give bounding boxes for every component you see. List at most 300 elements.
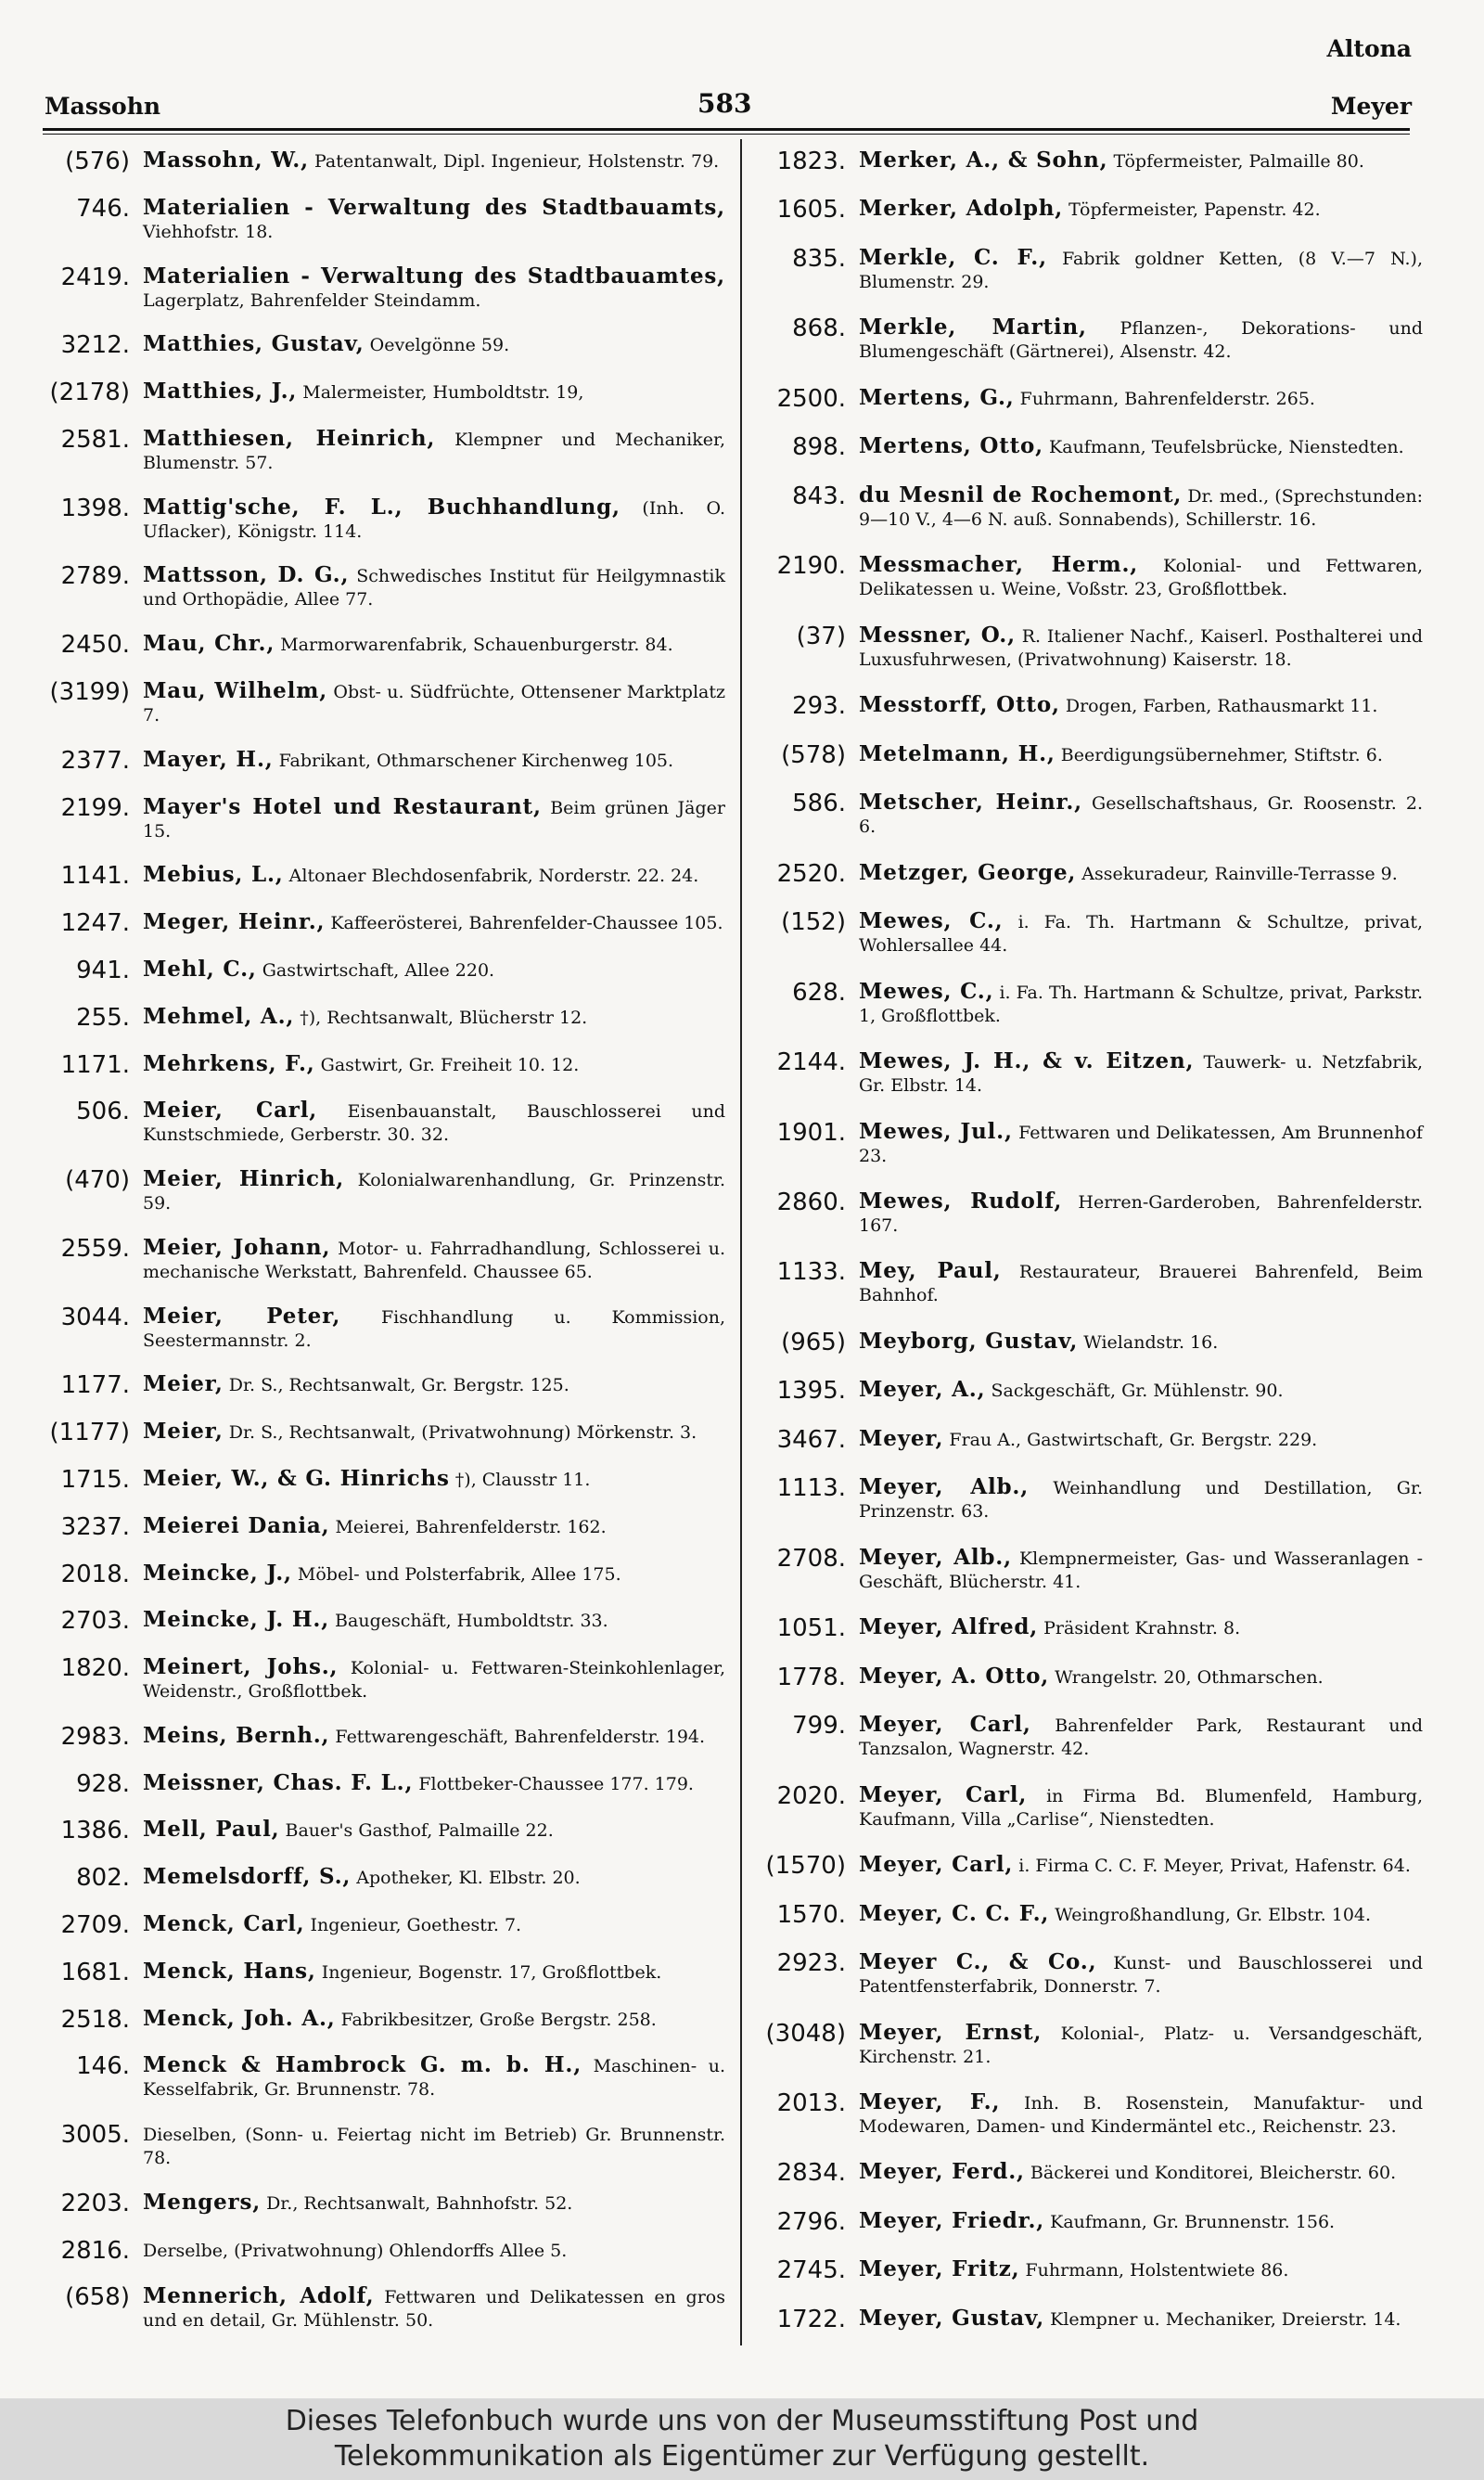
phone-number: 2860.	[776, 1188, 846, 1216]
entry-text	[143, 1236, 725, 1284]
phone-number: 2581.	[60, 425, 130, 454]
subscriber-details: Fabrikbesitzer, Große Bergstr. 258.	[340, 2009, 657, 2030]
subscriber-name: du Mesnil de Rochemont,	[859, 482, 1183, 508]
phone-number: 835.	[792, 244, 846, 273]
phone-number: (37)	[796, 622, 846, 650]
entry-text	[859, 2209, 1423, 2234]
directory-entry	[37, 1052, 725, 1079]
entry-text	[143, 2122, 725, 2170]
subscriber-details: Obst- u. Südfrüchte, Ottensener Marktplatz 7.	[143, 682, 725, 726]
subscriber-details: Fettwaren und Delikatessen, Am Brunnenhof 23.	[859, 1122, 1423, 1166]
entry-text	[859, 483, 1423, 532]
directory-entry	[37, 1608, 725, 1635]
phone-number: 293.	[792, 692, 846, 721]
entry-text	[143, 957, 725, 983]
footer-line-2: Telekommunikation als Eigentümer zur Verfügung gestellt.	[334, 2440, 1150, 2473]
entry-text	[859, 1664, 1423, 1690]
directory-entry	[37, 264, 725, 313]
subscriber-details: Gastwirtschaft, Allee 220.	[262, 959, 495, 981]
subscriber-name: Mengers,	[143, 2189, 262, 2215]
subscriber-details: Beim grünen Jäger 15.	[143, 797, 725, 842]
subscriber-details: Klempnermeister, Gas- und Wasseranlagen - Geschäft, Blücherstr. 41.	[859, 1548, 1423, 1592]
directory-entry	[753, 1120, 1423, 1168]
phone-number: 2559.	[60, 1234, 130, 1263]
entry-text	[143, 795, 725, 843]
subscriber-name: Merkle, C. F.,	[859, 244, 1047, 270]
subscriber-name: Meincke, J. H.,	[143, 1607, 329, 1633]
directory-entry	[37, 1561, 725, 1588]
entry-text	[859, 790, 1423, 839]
entry-text	[859, 1615, 1423, 1640]
entry-text	[859, 2307, 1423, 2332]
phone-number: 1605.	[776, 196, 846, 225]
phone-number: 2923.	[776, 1949, 846, 1978]
phone-number: 2816.	[60, 2236, 130, 2265]
phone-number: 1141.	[60, 862, 130, 891]
page-number: 583	[697, 88, 752, 119]
directory-entry	[753, 246, 1423, 294]
phone-number: 1778.	[776, 1663, 846, 1691]
subscriber-name: Matthies, J.,	[143, 379, 298, 405]
phone-number: 2020.	[776, 1781, 846, 1810]
subscriber-name: Meyer, Alfred,	[859, 1614, 1039, 1640]
subscriber-details: in Firma Bd. Blumenfeld, Hamburg, Kaufmann, Villa „Carlise“, Nienstedten.	[859, 1785, 1423, 1830]
entry-text	[143, 1655, 725, 1703]
subscriber-name: Materialien - Verwaltung des Stadtbauamts,	[143, 194, 725, 220]
subscriber-name: Metscher, Heinr.,	[859, 790, 1082, 816]
phone-number: 2518.	[60, 2005, 130, 2034]
subscriber-details: Präsident Krahnstr. 8.	[1043, 1618, 1241, 1639]
entry-text	[143, 1724, 725, 1749]
subscriber-name: Meissner, Chas. F. L.,	[143, 1769, 414, 1795]
entry-text	[859, 693, 1423, 718]
subscriber-details: Klempner u. Mechaniker, Dreierstr. 14.	[1050, 2308, 1401, 2330]
subscriber-details: Meierei, Bahrenfelderstr. 162.	[335, 1516, 607, 1537]
entry-text	[859, 1259, 1423, 1307]
subscriber-details: Wrangelstr. 20, Othmarschen.	[1055, 1666, 1324, 1688]
subscriber-details: Klempner und Mechaniker, Blumenstr. 57.	[143, 429, 726, 473]
header-right-guide-word: Meyer	[1330, 93, 1412, 120]
subscriber-details: Wielandstr. 16.	[1083, 1331, 1219, 1353]
phone-number: 2983.	[60, 1722, 130, 1751]
phone-number: 1133.	[776, 1258, 846, 1287]
entry-text	[143, 332, 725, 357]
entry-text	[859, 246, 1423, 294]
phone-number: 2018.	[60, 1560, 130, 1588]
phone-number: 3237.	[60, 1512, 130, 1541]
phone-number: 1722.	[776, 2305, 846, 2333]
entry-text	[143, 1420, 725, 1445]
subscriber-details: Kolonial-, Platz- u. Versandgeschäft, Kirchenstr. 21.	[859, 2023, 1423, 2067]
subscriber-name: Mehl, C.,	[143, 956, 257, 982]
entry-text	[859, 1189, 1423, 1238]
subscriber-details: Motor- u. Fahrradhandlung, Schlosserei u. mechanische Werkstatt, Bahrenfeld. Chaussee 65.	[143, 1238, 725, 1282]
directory-entry	[753, 1713, 1423, 1761]
left-column	[37, 148, 725, 2332]
subscriber-details: Schwedisches Institut für Heilgymnastik und Orthopädie, Allee 77.	[143, 566, 725, 610]
phone-number: 2708.	[776, 1544, 846, 1573]
subscriber-details: Kunst- und Bauschlosserei und Patentfensterfabrik, Donnerstr. 7.	[859, 1953, 1423, 1998]
directory-entry	[753, 1475, 1423, 1523]
directory-entry	[37, 196, 725, 244]
entry-text	[143, 2007, 725, 2032]
phone-number: 746.	[76, 194, 130, 223]
subscriber-name: Merkle, Martin,	[859, 315, 1087, 341]
entry-text	[859, 1902, 1423, 1927]
entry-text	[143, 2053, 725, 2101]
entry-text	[143, 2284, 725, 2332]
phone-number: 1113.	[776, 1474, 846, 1503]
subscriber-details: Kaufmann, Gr. Brunnenstr. 156.	[1050, 2211, 1336, 2232]
directory-entry	[37, 2284, 725, 2332]
directory-entry	[37, 1960, 725, 1986]
entry-text	[859, 1713, 1423, 1761]
directory-entry	[37, 1099, 725, 1147]
phone-number: 928.	[76, 1769, 130, 1798]
directory-entry	[753, 742, 1423, 769]
directory-entry	[753, 2090, 1423, 2139]
phone-number: 1715.	[60, 1465, 130, 1494]
directory-entry	[753, 1189, 1423, 1238]
subscriber-details: Drogen, Farben, Rathausmarkt 11.	[1065, 696, 1378, 717]
entry-text	[859, 1950, 1423, 1998]
directory-entry	[37, 563, 725, 611]
directory-entry	[753, 1950, 1423, 1998]
subscriber-name: Meier,	[143, 1371, 224, 1397]
subscriber-name: Meyer, Gustav,	[859, 2305, 1045, 2331]
directory-entry	[753, 1783, 1423, 1831]
footer-line-1: Dieses Telefonbuch wurde uns von der Museumsstiftung Post und	[285, 2405, 1199, 2437]
directory-entry	[753, 2160, 1423, 2187]
subscriber-name: Meierei Dania,	[143, 1512, 330, 1538]
subscriber-name: Meyer, A. Otto,	[859, 1663, 1050, 1689]
subscriber-details: Weinhandlung und Destillation, Gr. Prinzenstr. 63.	[859, 1478, 1423, 1523]
subscriber-name: Meyer, A.,	[859, 1377, 986, 1403]
subscriber-details: †), Clausstr 11.	[454, 1469, 591, 1490]
phone-number: 1171.	[60, 1050, 130, 1079]
phone-number: 1823.	[776, 148, 846, 175]
phone-number: 2013.	[776, 2089, 846, 2117]
subscriber-name: Menck, Joh. A.,	[143, 2005, 336, 2031]
subscriber-details: Kaufmann, Teufelsbrücke, Nienstedten.	[1049, 437, 1404, 458]
phone-number: 255.	[76, 1003, 130, 1032]
phone-number: (470)	[65, 1166, 130, 1195]
subscriber-name: Mewes, Jul.,	[859, 1118, 1013, 1144]
subscriber-details: i. Fa. Th. Hartmann & Schultze, privat, Wohlersallee 44.	[859, 912, 1424, 957]
subscriber-name: Menck, Carl,	[143, 1911, 305, 1936]
phone-number: 898.	[792, 433, 846, 462]
directory-entry	[37, 1236, 725, 1284]
subscriber-name: Mertens, Otto,	[859, 433, 1043, 459]
subscriber-name: Meyborg, Gustav,	[859, 1328, 1079, 1354]
directory-entry	[753, 1902, 1423, 1929]
subscriber-details: Dr. med., (Sprechstunden: 9—10 V., 4—6 N. auß. Sonnabends), Schillerstr. 16.	[859, 485, 1423, 530]
phone-number: 2377.	[60, 746, 130, 775]
phone-number: 506.	[76, 1098, 130, 1126]
directory-entry	[37, 910, 725, 937]
entry-text	[859, 1378, 1423, 1403]
subscriber-details: Herren-Garderoben, Bahrenfelderstr. 167.	[859, 1191, 1423, 1236]
directory-entry	[753, 861, 1423, 888]
directory-entry	[37, 863, 725, 890]
entry-text	[859, 623, 1423, 672]
phone-number: 3212.	[60, 331, 130, 360]
subscriber-details: Dr. S., Rechtsanwalt, Gr. Bergstr. 125.	[228, 1375, 569, 1396]
directory-entry	[753, 1330, 1423, 1356]
directory-entry	[753, 693, 1423, 720]
phone-number: 2745.	[776, 2256, 846, 2285]
phone-number: 1681.	[60, 1958, 130, 1986]
phone-number: 868.	[792, 315, 846, 343]
entry-text	[143, 632, 725, 657]
phone-number: 2203.	[60, 2189, 130, 2217]
subscriber-name: Merker, Adolph,	[859, 196, 1064, 222]
phone-number: 146.	[76, 2052, 130, 2081]
phone-number: 802.	[76, 1864, 130, 1893]
subscriber-details: Bäckerei und Konditorei, Bleicherstr. 60.	[1030, 2163, 1397, 2184]
phone-number: (3048)	[765, 2019, 846, 2048]
subscriber-name: Meinert, Johs.,	[143, 1654, 339, 1680]
subscriber-name: Mewes, Rudolf,	[859, 1188, 1063, 1214]
subscriber-name: Meyer, Carl,	[859, 1852, 1014, 1878]
directory-entry	[753, 980, 1423, 1028]
entry-text	[143, 1561, 725, 1587]
entry-text	[143, 863, 725, 888]
entry-text	[143, 563, 725, 611]
directory-entry	[753, 434, 1423, 461]
subscriber-name: Meyer, Friedr.,	[859, 2207, 1045, 2233]
directory-entry	[753, 2021, 1423, 2069]
entry-text	[859, 2160, 1423, 2185]
entry-text	[859, 1783, 1423, 1831]
phone-number: (3199)	[49, 678, 130, 707]
subscriber-details: Kolonial- und Fettwaren, Delikatessen u. Weine, Voßstr. 23, Großflottbek.	[859, 556, 1423, 600]
subscriber-details: Fettwarengeschäft, Bahrenfelderstr. 194.	[335, 1726, 706, 1747]
entry-text	[143, 1771, 725, 1796]
header-rule	[43, 128, 1410, 131]
phone-number: 1247.	[60, 909, 130, 938]
entry-text	[143, 379, 725, 405]
phone-number: 843.	[792, 482, 846, 510]
subscriber-name: Meyer, Alb.,	[859, 1474, 1030, 1500]
header-left-guide-word: Massohn	[45, 93, 161, 120]
directory-entry	[37, 1865, 725, 1892]
entry-text	[859, 148, 1423, 173]
subscriber-details: Fettwaren und Delikatessen en gros und en detail, Gr. Mühlenstr. 50.	[143, 2287, 725, 2332]
subscriber-details: Bahrenfelder Park, Restaurant und Tanzsalon, Wagnerstr. 42.	[859, 1715, 1423, 1760]
subscriber-details: Ingenieur, Goethestr. 7.	[310, 1915, 522, 1935]
entry-text	[143, 1865, 725, 1890]
subscriber-details: Fischhandlung u. Kommission, Seestermannstr. 2.	[143, 1306, 726, 1351]
subscriber-details: Restaurateur, Brauerei Bahrenfeld, Beim Bahnhof.	[859, 1262, 1423, 1306]
directory-entry	[753, 148, 1423, 175]
subscriber-name: Messmacher, Herm.,	[859, 552, 1139, 578]
directory-entry	[753, 909, 1423, 957]
entry-text	[859, 197, 1423, 222]
directory-entry	[37, 1655, 725, 1703]
subscriber-details: Töpfermeister, Palmaille 80.	[1113, 151, 1364, 172]
entry-text	[859, 1330, 1423, 1355]
subscriber-name: Meier, W., & G. Hinrichs	[143, 1465, 450, 1491]
subscriber-name: Metzger, George,	[859, 859, 1077, 885]
subscriber-name: Mennerich, Adolf,	[143, 2283, 375, 2309]
subscriber-name: Meier, Hinrich,	[143, 1166, 345, 1192]
subscriber-details: Gastwirt, Gr. Freiheit 10. 12.	[320, 1054, 580, 1075]
phone-number: 2500.	[776, 384, 846, 413]
entry-text	[143, 1960, 725, 1985]
phone-number: 1386.	[60, 1817, 130, 1845]
directory-entry	[753, 1259, 1423, 1307]
directory-entry	[37, 1514, 725, 1541]
entry-text	[143, 495, 725, 544]
subscriber-name: Meier, Peter,	[143, 1303, 341, 1329]
subscriber-name: Mewes, C.,	[859, 908, 1004, 934]
phone-number: 1398.	[60, 494, 130, 522]
right-column	[753, 148, 1423, 2333]
phone-number: 628.	[792, 978, 846, 1007]
subscriber-name: Meins, Bernh.,	[143, 1722, 330, 1748]
subscriber-details: Assekuradeur, Rainville-Terrasse 9.	[1081, 863, 1398, 884]
subscriber-details: Kaffeerösterei, Bahrenfelder-Chaussee 105.	[330, 913, 723, 934]
directory-entry	[753, 386, 1423, 413]
phone-number: 1177.	[60, 1371, 130, 1400]
phone-number: 2450.	[60, 631, 130, 660]
subscriber-name: Massohn, W.,	[143, 148, 309, 173]
directory-entry	[37, 2007, 725, 2034]
directory-entry	[37, 1420, 725, 1446]
subscriber-details: i. Fa. Th. Hartmann & Schultze, privat, Parkstr. 1, Großflottbek.	[859, 982, 1423, 1026]
directory-entry	[753, 1378, 1423, 1405]
subscriber-name: Mattsson, D. G.,	[143, 562, 350, 588]
phone-number: (1570)	[765, 1852, 846, 1881]
directory-entry	[753, 483, 1423, 532]
subscriber-name: Mehmel, A.,	[143, 1003, 295, 1029]
directory-entry	[37, 795, 725, 843]
phone-number: 1820.	[60, 1654, 130, 1683]
entry-text	[859, 1049, 1423, 1098]
subscriber-details: Fuhrmann, Bahrenfelderstr. 265.	[1019, 388, 1315, 409]
subscriber-name: Meyer, C. C. F.,	[859, 1900, 1050, 1926]
entry-text	[859, 1427, 1423, 1452]
subscriber-details: Fuhrmann, Holstentwiete 86.	[1025, 2260, 1289, 2281]
subscriber-name: Meier,	[143, 1419, 224, 1445]
entry-text	[143, 196, 725, 244]
entry-text	[859, 553, 1423, 601]
entry-text	[859, 909, 1423, 957]
directory-entry	[37, 2053, 725, 2101]
phone-number: 2834.	[776, 2159, 846, 2188]
entry-text	[859, 1853, 1423, 1878]
directory-entry	[753, 1615, 1423, 1642]
entry-text	[143, 1608, 725, 1633]
phone-number: 1901.	[776, 1118, 846, 1147]
phone-number: (658)	[65, 2283, 130, 2312]
phone-number: 799.	[792, 1712, 846, 1741]
subscriber-details: Pflanzen-, Dekorations- und Blumengeschäft (Gärtnerei), Alsenstr. 42.	[859, 318, 1423, 363]
phone-number: 2190.	[776, 552, 846, 581]
footer-notice	[0, 2398, 1484, 2480]
header-rule-thin	[43, 134, 1410, 135]
subscriber-details: Dr. S., Rechtsanwalt, (Privatwohnung) Mörkenstr. 3.	[228, 1422, 697, 1444]
subscriber-details: Weingroßhandlung, Gr. Elbstr. 104.	[1055, 1904, 1372, 1925]
subscriber-details: Gesellschaftshaus, Gr. Roosenstr. 2. 6.	[859, 793, 1423, 838]
entry-text	[143, 1052, 725, 1077]
directory-entry	[753, 1049, 1423, 1098]
directory-entry	[753, 1427, 1423, 1454]
subscriber-details: Eisenbauanstalt, Bauschlosserei und Kunstschmiede, Gerberstr. 30. 32.	[143, 1101, 726, 1146]
subscriber-details: Möbel- und Polsterfabrik, Allee 175.	[297, 1563, 621, 1585]
directory-entry	[753, 1664, 1423, 1691]
phone-number: 1051.	[776, 1614, 846, 1643]
directory-entry	[753, 1853, 1423, 1880]
phone-number: 941.	[76, 956, 130, 984]
phone-number: 2199.	[60, 793, 130, 822]
subscriber-name: Mehrkens, F.,	[143, 1050, 315, 1076]
subscriber-name: Meyer, Carl,	[859, 1712, 1031, 1738]
subscriber-details: Apotheker, Kl. Elbstr. 20.	[356, 1868, 581, 1889]
subscriber-name: Mau, Wilhelm,	[143, 678, 328, 704]
subscriber-name: Matthies, Gustav,	[143, 331, 365, 357]
directory-entry	[37, 1005, 725, 1032]
subscriber-details: Kolonial- u. Fettwaren-Steinkohlenlager, Weidenstr., Großflottbek.	[143, 1658, 726, 1703]
directory-entry	[37, 1372, 725, 1399]
entry-text	[143, 1099, 725, 1147]
directory-entry	[753, 197, 1423, 224]
phone-number: 1395.	[776, 1377, 846, 1406]
entry-text	[143, 1467, 725, 1492]
subscriber-name: Mell, Paul,	[143, 1817, 280, 1843]
directory-entry	[37, 495, 725, 544]
entry-text	[143, 1912, 725, 1937]
subscriber-name: Mertens, G.,	[859, 384, 1015, 410]
directory-entry	[37, 1912, 725, 1939]
subscriber-name: Meier, Johann,	[143, 1234, 331, 1260]
subscriber-name: Menck & Hambrock G. m. b. H.,	[143, 2052, 582, 2078]
entry-text	[143, 148, 725, 173]
phone-number: 1570.	[776, 1900, 846, 1929]
subscriber-name: Matthiesen, Heinrich,	[143, 425, 436, 451]
subscriber-name: Metelmann, H.,	[859, 740, 1055, 766]
subscriber-details: Dr., Rechtsanwalt, Bahnhofstr. 52.	[266, 2192, 573, 2214]
phone-number: (152)	[781, 908, 846, 937]
phone-number: 2419.	[60, 263, 130, 291]
subscriber-details: Flottbeker-Chaussee 177. 179.	[418, 1773, 694, 1794]
subscriber-name: Meyer, Ferd.,	[859, 2159, 1025, 2185]
phone-number: 3467.	[776, 1425, 846, 1454]
phone-number: 2796.	[776, 2207, 846, 2236]
subscriber-details: Derselbe, (Privatwohnung) Ohlendorffs Allee 5.	[143, 2240, 568, 2261]
subscriber-name: Meyer, F.,	[859, 2089, 1001, 2114]
subscriber-details: Fabrikant, Othmarschener Kirchenweg 105.	[278, 750, 674, 771]
subscriber-details: Sackgeschäft, Gr. Mühlenstr. 90.	[991, 1381, 1284, 1402]
subscriber-name: Meyer, Carl,	[859, 1781, 1028, 1807]
directory-entry	[37, 1771, 725, 1798]
subscriber-details: Kolonialwarenhandlung, Gr. Prinzenstr. 59.	[143, 1170, 725, 1214]
subscriber-name: Mey, Paul,	[859, 1258, 1002, 1284]
header-city: Altona	[1326, 35, 1412, 62]
directory-entry	[37, 679, 725, 727]
directory-entry	[37, 1167, 725, 1215]
subscriber-details: Bauer's Gasthof, Palmaille 22.	[285, 1820, 554, 1842]
subscriber-details: Dieselben, (Sonn- u. Feiertag nicht im Betrieb) Gr. Brunnenstr. 78.	[143, 2125, 725, 2169]
entry-text	[143, 1372, 725, 1397]
subscriber-name: Meyer, Fritz,	[859, 2256, 1020, 2282]
directory-entry	[753, 790, 1423, 839]
subscriber-name: Meyer C., & Co.,	[859, 1949, 1097, 1975]
subscriber-details: Ingenieur, Bogenstr. 17, Großflottbek.	[321, 1961, 662, 1983]
subscriber-name: Mewes, J. H., & v. Eitzen,	[859, 1048, 1195, 1074]
entry-text	[859, 434, 1423, 459]
